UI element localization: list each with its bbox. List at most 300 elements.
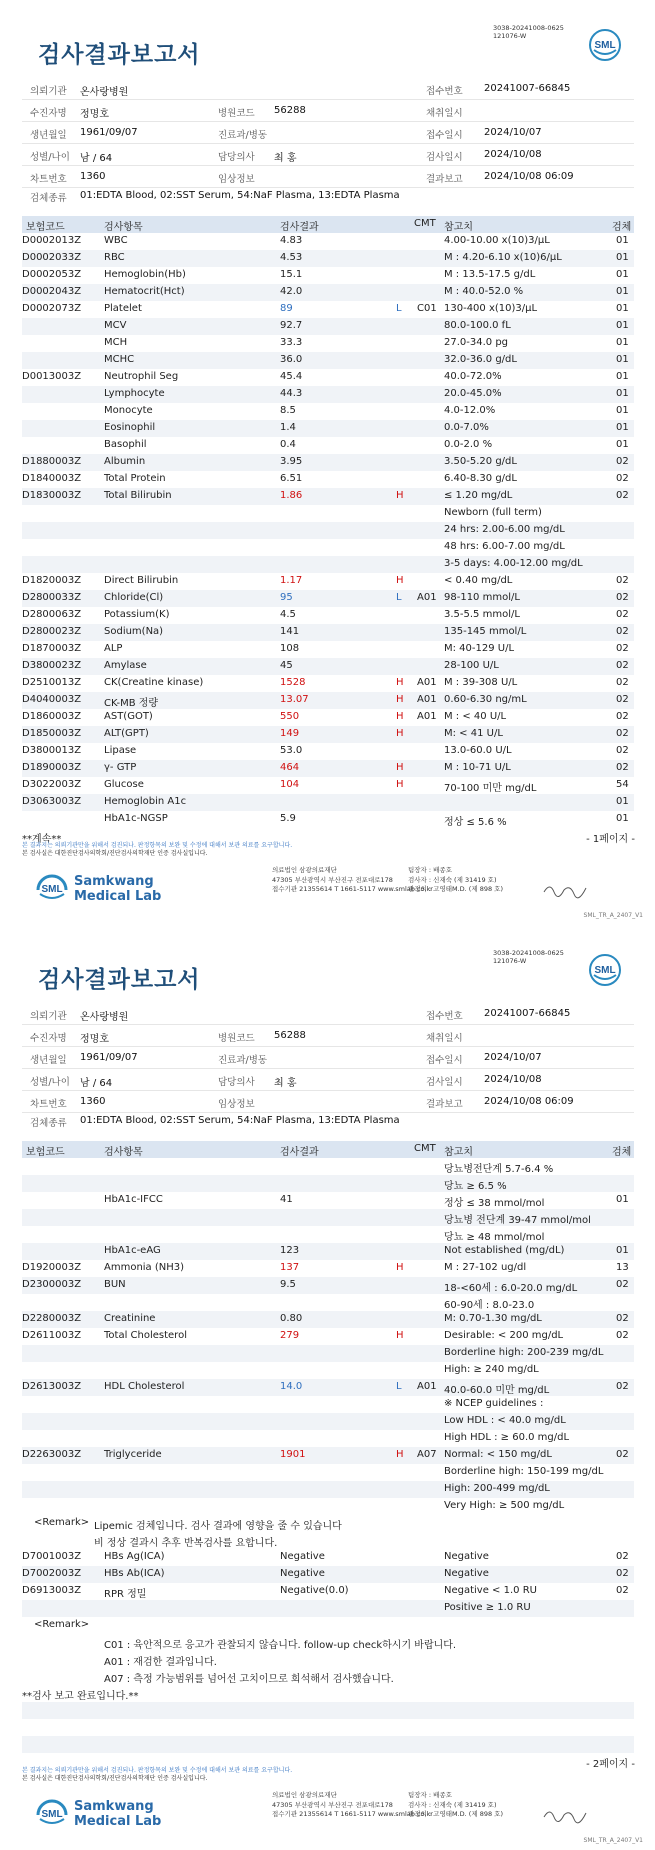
header-reported-label: 결과보고 <box>426 1099 463 1110</box>
report-number-line: 3038-20241008-0625 <box>493 24 564 32</box>
table-row <box>22 437 634 454</box>
header-reported: 2024/10/08 06:09 <box>484 171 574 182</box>
row-specimen: 02 <box>616 490 629 501</box>
row-reference: 135-145 mmol/L <box>444 626 527 637</box>
header-row <box>22 78 634 100</box>
footer-brand <box>74 1799 161 1829</box>
row-reference: Desirable: < 200 mg/dL <box>444 1330 564 1341</box>
header-doctor: 최 홍 <box>274 1078 297 1089</box>
row-reference: Positive ≥ 1.0 RU <box>444 1602 531 1613</box>
row-reference: High: ≥ 240 mg/dL <box>444 1364 539 1375</box>
table-row <box>22 471 634 488</box>
table-row <box>22 1481 634 1498</box>
row-reference: 당뇨병전단계 5.7-6.4 % <box>444 1164 554 1175</box>
table-row <box>22 1158 634 1175</box>
row-reference: 32.0-36.0 g/dL <box>444 354 517 365</box>
row-reference: 28-100 U/L <box>444 660 499 671</box>
row-specimen: 54 <box>616 779 629 790</box>
row-reference: Low HDL : < 40.0 mg/dL <box>444 1415 566 1426</box>
row-flag: H <box>396 711 404 722</box>
header-sex-age: 남 / 64 <box>80 153 113 164</box>
footer-contact: 접수기관 21355614 T 1661-5117 www.smlab.co.kr <box>272 1810 433 1818</box>
row-flag: L <box>396 592 402 603</box>
row-name: CK-MB 정량 <box>104 698 159 709</box>
row-name: Neutrophil Seg <box>104 371 179 382</box>
header-reported: 2024/10/08 06:09 <box>484 1096 574 1107</box>
remark-1-line-2: 비 정상 결과시 추후 반복검사를 요합니다. <box>94 1538 278 1549</box>
row-name: Creatinine <box>104 1313 156 1324</box>
row-result: 141 <box>280 626 300 637</box>
brand-line-2: Medical Lab <box>74 889 162 904</box>
header-specimen: 01:EDTA Blood, 02:SST Serum, 54:NaF Plasma, 13:EDTA Plasma <box>80 190 400 201</box>
table-row <box>22 386 634 403</box>
row-name: Chloride(Cl) <box>104 592 164 603</box>
row-result: 464 <box>280 762 300 773</box>
header-doctor-label: 담당의사 <box>218 152 255 163</box>
column-result: 검사결과 <box>280 222 319 233</box>
footer-signatures <box>408 1791 503 1820</box>
row-code: D2300003Z <box>22 1279 82 1290</box>
row-reference: 130-400 x(10)3/μL <box>444 303 538 314</box>
samkwang-logo-icon <box>34 1795 70 1831</box>
table-row <box>22 590 634 607</box>
row-reference: 27.0-34.0 pg <box>444 337 509 348</box>
row-specimen: 01 <box>616 269 629 280</box>
row-result: 1528 <box>280 677 306 688</box>
signature-line: 검사자 : 신재숙 (제 31419 호) <box>408 1800 497 1809</box>
table-row <box>22 1464 634 1481</box>
row-result: 3.95 <box>280 456 303 467</box>
svg-text:SML: SML <box>41 884 63 895</box>
table-row <box>22 658 634 675</box>
row-name: HBs Ab(ICA) <box>104 1568 165 1579</box>
column-code: 보험코드 <box>26 222 65 233</box>
signature-line: 판정의 : 고영태M.D. (제 898 호) <box>408 1810 503 1818</box>
table-row <box>22 335 634 352</box>
row-reference: M : 39-308 U/L <box>444 677 518 688</box>
row-result: 123 <box>280 1245 300 1256</box>
row-specimen: 02 <box>616 711 629 722</box>
row-specimen: 01 <box>616 320 629 331</box>
row-cmt: A01 <box>417 694 437 705</box>
row-result: 95 <box>280 592 293 603</box>
table-row <box>22 250 634 267</box>
table-row <box>22 1192 634 1209</box>
row-specimen: 02 <box>616 1551 629 1562</box>
row-reference: 당뇨 ≥ 48 mmol/mol <box>444 1232 545 1243</box>
row-reference: 정상 ≤ 5.6 % <box>444 817 507 828</box>
row-name: Total Bilirubin <box>104 490 172 501</box>
table-row <box>22 811 634 828</box>
row-reference: Newborn (full term) <box>444 507 542 518</box>
row-reference: 4.00-10.00 x(10)3/μL <box>444 235 550 246</box>
table-row <box>22 1277 634 1294</box>
row-reference: M : 10-71 U/L <box>444 762 511 773</box>
row-specimen: 02 <box>616 1585 629 1596</box>
header-birth-label: 생년월일 <box>30 130 67 141</box>
table-row <box>22 709 634 726</box>
header-received: 2024/10/07 <box>484 1052 542 1063</box>
row-name: ALP <box>104 643 123 654</box>
row-result: 44.3 <box>280 388 303 399</box>
header-row <box>22 1025 634 1047</box>
row-reference: Negative <box>444 1568 489 1579</box>
table-row <box>22 573 634 590</box>
row-reference: M: 0.70-1.30 mg/dL <box>444 1313 542 1324</box>
signature-icon <box>542 878 592 900</box>
header-dept-label: 진료과/병동 <box>218 130 268 141</box>
svg-text:SML: SML <box>594 40 616 51</box>
row-reference: 0.0-7.0% <box>444 422 489 433</box>
table-row <box>22 352 634 369</box>
row-name: Hematocrit(Hct) <box>104 286 185 297</box>
header-patient-label: 수진자명 <box>30 108 67 119</box>
row-code: D0002053Z <box>22 269 82 280</box>
blank-row <box>22 1702 634 1719</box>
results-table <box>22 1141 634 1753</box>
row-flag: L <box>396 1381 402 1392</box>
table-row <box>22 675 634 692</box>
row-code: D2800063Z <box>22 609 82 620</box>
row-reference: 18-<60세 : 6.0-20.0 mg/dL <box>444 1283 578 1294</box>
row-reference: 6.40-8.30 g/dL <box>444 473 517 484</box>
row-flag: H <box>396 762 404 773</box>
row-specimen: 01 <box>616 796 629 807</box>
row-reference: 40.0-72.0% <box>444 371 502 382</box>
header-patient: 정명호 <box>80 109 109 120</box>
table-header <box>22 216 634 233</box>
header-tested-label: 검사일시 <box>426 1077 463 1088</box>
table-row <box>22 454 634 471</box>
header-specimen-label: 검체종류 <box>30 1118 67 1129</box>
form-code: SML_TR_A_2407_V1 <box>583 912 643 919</box>
header-clinical-label: 임상정보 <box>218 174 255 185</box>
row-reference: 정상 ≤ 38 mmol/mol <box>444 1198 545 1209</box>
row-specimen: 01 <box>616 1194 629 1205</box>
row-code: D6913003Z <box>22 1585 82 1596</box>
row-specimen: 02 <box>616 1568 629 1579</box>
table-row <box>22 1294 634 1311</box>
page-title: 검사결과보고서 <box>38 967 201 993</box>
column-name: 검사항목 <box>104 1147 143 1158</box>
row-reference: 80.0-100.0 fL <box>444 320 511 331</box>
header-reception-no-label: 접수번호 <box>426 86 463 97</box>
header-doctor-label: 담당의사 <box>218 1077 255 1088</box>
row-name: AST(GOT) <box>104 711 153 722</box>
row-result: 104 <box>280 779 300 790</box>
row-reference: M : 27-102 ug/dl <box>444 1262 527 1273</box>
table-row <box>22 777 634 794</box>
row-reference: 40.0-60.0 미만 mg/dL <box>444 1385 550 1396</box>
row-specimen: 02 <box>616 728 629 739</box>
row-cmt: A01 <box>417 592 437 603</box>
header-institution: 온사랑병원 <box>80 1012 129 1023</box>
header-birth-label: 생년월일 <box>30 1055 67 1066</box>
column-cmt: CMT <box>414 218 436 229</box>
row-cmt: A01 <box>417 1381 437 1392</box>
table-row <box>22 522 634 539</box>
table-row <box>22 488 634 505</box>
header-reception-no: 20241007-66845 <box>484 1008 571 1019</box>
table-row <box>22 1447 634 1464</box>
header-specimen-label: 검체종류 <box>30 193 67 204</box>
row-code: D3063003Z <box>22 796 82 807</box>
row-code: D1880003Z <box>22 456 82 467</box>
table-row <box>22 624 634 641</box>
row-name: Potassium(K) <box>104 609 170 620</box>
header-patient: 정명호 <box>80 1034 109 1045</box>
row-result: 1.17 <box>280 575 303 586</box>
row-name: Platelet <box>104 303 142 314</box>
table-row <box>22 1260 634 1277</box>
row-code: D0002013Z <box>22 235 82 246</box>
row-name: CK(Creatine kinase) <box>104 677 204 688</box>
header-institution: 온사랑병원 <box>80 87 129 98</box>
page-number: - 1페이지 - <box>586 834 635 845</box>
row-name: Eosinophil <box>104 422 156 433</box>
row-result: 9.5 <box>280 1279 296 1290</box>
remark-1-label: <Remark> <box>34 1517 90 1528</box>
table-row <box>22 403 634 420</box>
footer-signatures <box>408 866 503 895</box>
row-name: Albumin <box>104 456 146 467</box>
column-name: 검사항목 <box>104 222 143 233</box>
table-row <box>22 1430 634 1447</box>
disclaimer-line: 본 검사실은 대한진단검사의학회/진단검사의학재단 인증 검사실입니다. <box>22 1775 208 1782</box>
specimen-row <box>22 188 634 206</box>
row-result: 13.07 <box>280 694 309 705</box>
column-ref: 참고치 <box>444 222 473 233</box>
row-code: D1870003Z <box>22 643 82 654</box>
row-result: 15.1 <box>280 269 303 280</box>
header-row <box>22 1047 634 1069</box>
report-complete <box>22 1685 634 1702</box>
row-specimen: 01 <box>616 286 629 297</box>
row-name: Hemoglobin A1c <box>104 796 187 807</box>
row-code: D1920003Z <box>22 1262 82 1273</box>
row-specimen: 01 <box>616 252 629 263</box>
header-row <box>22 1091 634 1113</box>
sml-logo-icon <box>588 28 622 62</box>
row-code: D1840003Z <box>22 473 82 484</box>
row-specimen: 01 <box>616 371 629 382</box>
header-sex-age-label: 성별/나이 <box>30 152 70 163</box>
row-result: Negative <box>280 1568 325 1579</box>
remark-2-line: A01 : 재검한 결과입니다. <box>104 1657 217 1668</box>
row-code: D7001003Z <box>22 1551 82 1562</box>
row-name: Total Protein <box>104 473 166 484</box>
row-name: HDL Cholesterol <box>104 1381 185 1392</box>
row-name: Monocyte <box>104 405 153 416</box>
table-row <box>22 794 634 811</box>
row-name: Lymphocyte <box>104 388 165 399</box>
row-specimen: 02 <box>616 643 629 654</box>
header-tested-label: 검사일시 <box>426 152 463 163</box>
row-reference: 24 hrs: 2.00-6.00 mg/dL <box>444 524 565 535</box>
row-name: BUN <box>104 1279 126 1290</box>
row-reference: 당뇨병 전단계 39-47 mmol/mol <box>444 1215 591 1226</box>
table-row <box>22 1566 634 1583</box>
table-row <box>22 760 634 777</box>
row-reference: Negative <box>444 1551 489 1562</box>
row-reference: 0.0-2.0 % <box>444 439 493 450</box>
header-reception-no-label: 접수번호 <box>426 1011 463 1022</box>
svg-text:SML: SML <box>41 1809 63 1820</box>
table-row <box>22 692 634 709</box>
header-collection-date-label: 채취일시 <box>426 1033 463 1044</box>
table-row <box>22 539 634 556</box>
samkwang-logo-icon <box>34 870 70 906</box>
row-code: D1830003Z <box>22 490 82 501</box>
page-title: 검사결과보고서 <box>38 42 201 68</box>
header-hospital-code-label: 병원코드 <box>218 1033 255 1044</box>
row-reference: 13.0-60.0 U/L <box>444 745 512 756</box>
row-name: Hemoglobin(Hb) <box>104 269 186 280</box>
row-specimen: 13 <box>616 1262 629 1273</box>
row-name: HbA1c-eAG <box>104 1245 161 1256</box>
table-row <box>22 369 634 386</box>
row-reference: Borderline high: 200-239 mg/dL <box>444 1347 604 1358</box>
report-number <box>493 24 564 40</box>
row-name: Triglyceride <box>104 1449 162 1460</box>
row-code: D1850003Z <box>22 728 82 739</box>
row-result: 4.5 <box>280 609 296 620</box>
brand-line-1: Samkwang <box>74 874 154 889</box>
disclaimer-line: 본 결과지는 의뢰기관만을 위해서 검진되나. 판정항목의 보완 및 수정에 대해서 보관 의료를 요구합니다. <box>22 842 293 849</box>
row-result: 5.9 <box>280 813 296 824</box>
row-result: 4.83 <box>280 235 303 246</box>
column-spec: 검체 <box>612 222 632 233</box>
row-specimen: 01 <box>616 235 629 246</box>
row-reference: Very High: ≥ 500 mg/dL <box>444 1500 565 1511</box>
header-row <box>22 100 634 122</box>
row-reference: 48 hrs: 6.00-7.00 mg/dL <box>444 541 565 552</box>
svg-text:SML: SML <box>594 965 616 976</box>
row-specimen: 01 <box>616 337 629 348</box>
header-dept-label: 진료과/병동 <box>218 1055 268 1066</box>
row-specimen: 02 <box>616 575 629 586</box>
table-row <box>22 1209 634 1226</box>
row-code: D1890003Z <box>22 762 82 773</box>
row-result: 1901 <box>280 1449 306 1460</box>
row-specimen: 02 <box>616 473 629 484</box>
row-reference: 3.5-5.5 mmol/L <box>444 609 520 620</box>
row-specimen: 01 <box>616 1245 629 1256</box>
table-row <box>22 267 634 284</box>
row-name: Glucose <box>104 779 144 790</box>
blank-row <box>22 1736 634 1753</box>
row-cmt: A01 <box>417 677 437 688</box>
row-code: D1860003Z <box>22 711 82 722</box>
row-flag: H <box>396 677 404 688</box>
row-result: 4.53 <box>280 252 303 263</box>
row-name: HbA1c-NGSP <box>104 813 168 824</box>
remark-1-line-1: Lipemic 검체입니다. 검사 결과에 영향을 줄 수 있습니다 <box>94 1521 342 1532</box>
row-flag: H <box>396 1262 404 1273</box>
row-result: 36.0 <box>280 354 303 365</box>
row-reference: ≤ 1.20 mg/dL <box>444 490 513 501</box>
row-flag: H <box>396 490 404 501</box>
table-row <box>22 1379 634 1396</box>
header-received-label: 접수일시 <box>426 130 463 141</box>
row-name: RPR 정밀 <box>104 1589 147 1600</box>
table-row <box>22 743 634 760</box>
specimen-row <box>22 1113 634 1131</box>
table-row <box>22 1549 634 1566</box>
report-page-2 <box>0 925 655 1850</box>
row-code: D2263003Z <box>22 1449 82 1460</box>
row-specimen: 02 <box>616 609 629 620</box>
row-cmt: A07 <box>417 1449 437 1460</box>
row-result: 1.86 <box>280 490 303 501</box>
table-row <box>22 233 634 250</box>
row-name: Total Cholesterol <box>104 1330 187 1341</box>
row-code: D4040003Z <box>22 694 82 705</box>
row-result: 53.0 <box>280 745 303 756</box>
row-result: 33.3 <box>280 337 303 348</box>
row-name: Amylase <box>104 660 147 671</box>
disclaimer-line: 본 결과지는 의뢰기관만을 위해서 검진되나. 판정항목의 보완 및 수정에 대해서 보관 의료를 요구합니다. <box>22 1767 293 1774</box>
brand-line-2: Medical Lab <box>74 1814 162 1829</box>
footer <box>22 864 634 924</box>
row-reference: < 0.40 mg/dL <box>444 575 513 586</box>
table-row <box>22 1175 634 1192</box>
row-specimen: 02 <box>616 626 629 637</box>
row-specimen: 01 <box>616 354 629 365</box>
row-name: MCHC <box>104 354 135 365</box>
row-code: D3800023Z <box>22 660 82 671</box>
patient-header <box>22 78 634 188</box>
row-reference: 4.0-12.0% <box>444 405 496 416</box>
row-reference: ※ NCEP guidelines : <box>444 1398 544 1409</box>
row-specimen: 02 <box>616 456 629 467</box>
report-number <box>493 949 564 965</box>
table-row <box>22 505 634 522</box>
footer-org: 의료법인 삼광의료재단 <box>272 1791 337 1799</box>
table-row <box>22 1226 634 1243</box>
row-code: D0002043Z <box>22 286 82 297</box>
table-row <box>22 1243 634 1260</box>
header-collection-date-label: 채취일시 <box>426 108 463 119</box>
row-reference: Normal: < 150 mg/dL <box>444 1449 552 1460</box>
column-result: 검사결과 <box>280 1147 319 1158</box>
row-code: D2800033Z <box>22 592 82 603</box>
report-number-line: 121076-W <box>493 32 527 40</box>
footer-address: 47305 부산광역시 부산진구 전포대로178 <box>272 875 393 884</box>
row-reference: 70-100 미만 mg/dL <box>444 783 537 794</box>
row-name: WBC <box>104 235 128 246</box>
row-name: γ- GTP <box>104 762 137 773</box>
column-spec: 검체 <box>612 1147 632 1158</box>
table-row <box>22 1583 634 1600</box>
header-birth: 1961/09/07 <box>80 1052 138 1063</box>
header-received: 2024/10/07 <box>484 127 542 138</box>
header-institution-label: 의뢰기관 <box>30 86 67 97</box>
row-flag: H <box>396 1330 404 1341</box>
row-result: 41 <box>280 1194 293 1205</box>
row-name: Basophil <box>104 439 147 450</box>
row-name: Sodium(Na) <box>104 626 164 637</box>
row-code: D0002073Z <box>22 303 82 314</box>
header-row <box>22 166 634 188</box>
table-row <box>22 1345 634 1362</box>
header-sex-age-label: 성별/나이 <box>30 1077 70 1088</box>
row-reference: 3-5 days: 4.00-12.00 mg/dL <box>444 558 583 569</box>
results-table <box>22 216 634 828</box>
row-name: MCV <box>104 320 127 331</box>
row-specimen: 02 <box>616 1313 629 1324</box>
header-clinical-label: 임상정보 <box>218 1099 255 1110</box>
